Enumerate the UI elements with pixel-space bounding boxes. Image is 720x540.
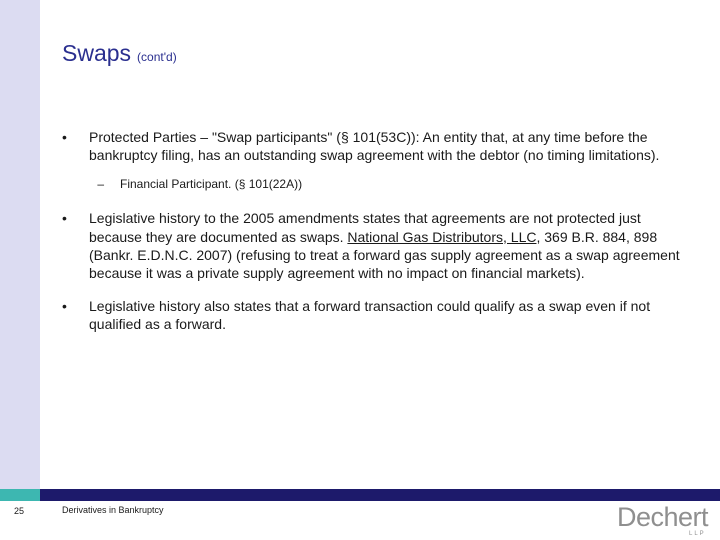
bullet-text: Protected Parties – "Swap participants" (§ 101(53C)): An entity that, at any time before the bankruptcy filing, has an outstanding swap agreement with the debtor (no timing limitations).: [89, 129, 660, 164]
bullet-text: Legislative history also states that a forward transaction could qualify as a swap even if not qualified as a forward.: [89, 297, 651, 333]
bullet-text: [89, 209, 680, 283]
left-side-bar: [0, 0, 40, 489]
bullet-item: [62, 128, 680, 165]
footer-title: Derivatives in Bankruptcy: [62, 505, 164, 515]
title-main: Swaps: [62, 40, 132, 66]
slide-title: [62, 40, 177, 67]
page-number: 25: [14, 506, 25, 516]
sub-bullet-text: Financial Participant. (§ 101(22A)): [120, 176, 303, 191]
bullet-item: [62, 209, 680, 283]
bullet-marker: •: [62, 210, 67, 227]
dechert-logo: Dechert: [617, 502, 709, 532]
footer-bar: [40, 489, 720, 501]
bullet-text-post: , 369 B.R. 884, 898 (Bankr. E.D.N.C. 2007) (refusing to treat a forward gas supply agreement as a swap agreement because it was a private supply agreement with no impact on financial markets).: [89, 228, 680, 282]
case-citation-name: National Gas Distributors, LLC: [347, 228, 537, 245]
slide-content: [62, 128, 680, 348]
sub-bullet-item: [62, 175, 680, 193]
bullet-text-pre: Legislative history to the 2005 amendments states that agreements are not protected just because they are documented as swaps.: [89, 210, 641, 245]
logo-llp: LLP: [689, 531, 706, 537]
bullet-item: [62, 297, 680, 334]
title-suffix: (cont'd): [137, 50, 177, 64]
footer-accent-block: [0, 489, 40, 501]
bullet-marker: •: [62, 129, 67, 145]
sub-bullet-marker: –: [97, 176, 104, 191]
bullet-marker: •: [62, 297, 67, 314]
